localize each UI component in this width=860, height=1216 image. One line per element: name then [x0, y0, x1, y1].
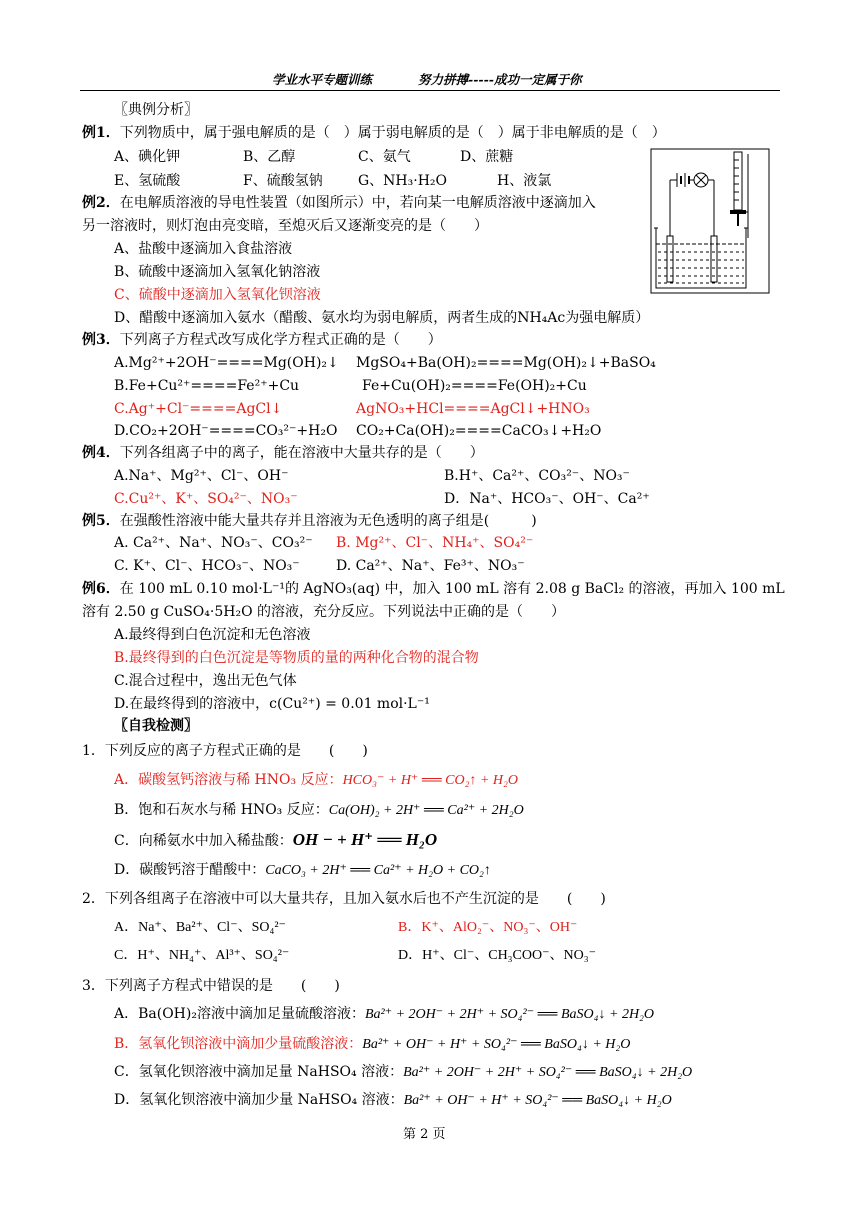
example-3-option-a-ion: A.Mg²⁺+2OH⁻====Mg(OH)₂↓ [114, 355, 339, 371]
example-3-option-d-chem: CO₂+Ca(OH)₂====CaCO₃↓+H₂O [356, 423, 602, 439]
example-4-option-b: B.H⁺、Ca²⁺、CO₃²⁻、NO₃⁻ [444, 468, 630, 484]
example-2-question-line1 [82, 193, 596, 213]
example-4-question [82, 443, 484, 463]
question-3-option-b-equation: Ba²⁺ + OH⁻ + H⁺ + SO₄²⁻ ══ BaSO₄↓ + H₂O [362, 1037, 631, 1052]
example-6-option-b: B.最终得到的白色沉淀是等物质的量的两种化合物的混合物 [114, 650, 479, 666]
question-1-option-b [114, 800, 524, 821]
example-1-label: 例1． [82, 125, 120, 141]
example-1-option-d: D、蔗糖 [460, 149, 514, 165]
header-rule [80, 90, 780, 91]
question-3-option-d-equation: Ba²⁺ + OH⁻ + H⁺ + SO₄²⁻ ══ BaSO₄↓ + H₂O [403, 1093, 672, 1108]
example-3-label: 例3． [82, 332, 120, 348]
example-1-text: 下列物质中，属于强电解质的是（ ）属于弱电解质的是（ ）属于非电解质的是（ ） [119, 125, 666, 141]
question-1-option-a-text: A．碳酸氢钙溶液与稀 HNO₃ 反应： [114, 772, 343, 788]
example-1-option-a: A、碘化钾 [114, 149, 181, 165]
question-1-option-b-text: B．饱和石灰水与稀 HNO₃ 反应： [114, 802, 329, 818]
example-5-text: 在强酸性溶液中能大量共存并且溶液为无色透明的离子组是( ) [119, 513, 537, 529]
example-1-question [82, 123, 666, 143]
example-2-question-line2: 另一溶液时，则灯泡由亮变暗，至熄灭后又逐渐变亮的是（ ） [82, 218, 488, 234]
question-3-option-b-text: B．氢氧化钡溶液中滴加少量硫酸溶液： [114, 1036, 363, 1052]
example-6-option-a: A.最终得到白色沉淀和无色溶液 [114, 627, 311, 643]
question-1-option-d-text: D．碳酸钙溶于醋酸中： [114, 862, 266, 878]
question-1-option-a [114, 770, 518, 791]
question-3-option-a-text: A．Ba(OH)₂溶液中滴加足量硫酸溶液： [114, 1006, 365, 1022]
example-5-option-c: C. K⁺、Cl⁻、HCO₃⁻、NO₃⁻ [114, 558, 300, 574]
section-title-examples: 〖典例分析〗 [114, 102, 198, 118]
example-3-option-b-ion: B.Fe+Cu²⁺====Fe²⁺+Cu [114, 378, 300, 394]
question-2-option-c: C．H⁺、NH₄⁺、Al³⁺、SO₄²⁻ [114, 948, 290, 963]
example-2-text-1: 在电解质溶液的导电性装置（如图所示）中，若向某一电解质溶液中逐滴加入 [119, 195, 596, 211]
example-1-option-c: C、氨气 [358, 149, 411, 165]
example-4-option-d: D．Na⁺、HCO₃⁻、OH⁻、Ca²⁺ [444, 491, 650, 507]
question-2-option-a: A．Na⁺、Ba²⁺、Cl⁻、SO₄²⁻ [114, 920, 286, 935]
example-3-option-d-ion: D.CO₂+2OH⁻====CO₃²⁻+H₂O [114, 423, 338, 439]
header-right: 努力拼搏-----成功一定属于你 [418, 72, 582, 87]
example-3-option-c-ion: C.Ag⁺+Cl⁻====AgCl↓ [114, 401, 283, 417]
question-3-option-c [114, 1062, 692, 1083]
example-5-question [82, 511, 537, 531]
question-1-option-c-equation: OH − + H⁺ ══ H₂O [292, 830, 438, 849]
example-3-question [82, 330, 442, 350]
question-1-option-d [114, 860, 491, 881]
question-2-text: 2．下列各组离子在溶液中可以大量共存，且加入氨水后也不产生沉淀的是 ( ) [82, 891, 606, 907]
question-3-option-a-equation: Ba²⁺ + 2OH⁻ + 2H⁺ + SO₄²⁻ ══ BaSO₄↓ + 2H₂O [364, 1007, 655, 1022]
question-3-option-d [114, 1090, 672, 1111]
header-left: 学业水平专题训练 [272, 72, 373, 87]
example-1-option-e: E、氢硫酸 [114, 173, 181, 189]
example-4-option-c: C.Cu²⁺、K⁺、SO₄²⁻、NO₃⁻ [114, 491, 298, 507]
example-1-option-f: F、硫酸氢钠 [243, 173, 323, 189]
question-3-option-d-text: D．氢氧化钡溶液中滴加少量 NaHSO₄ 溶液： [114, 1092, 404, 1108]
example-6-label: 例6． [82, 581, 120, 597]
page-number: 第 2 页 [403, 1127, 446, 1142]
example-4-text: 下列各组离子中的离子，能在溶液中大量共存的是（ ） [119, 445, 484, 461]
question-1-option-c-text: C．向稀氨水中加入稀盐酸： [114, 833, 293, 849]
question-1-option-d-equation: CaCO₃ + 2H⁺ ══ Ca²⁺ + H₂O + CO₂↑ [265, 863, 491, 878]
section-title-self-test: 〖自我检测〗 [114, 718, 198, 734]
example-1-option-h: H、液氯 [497, 173, 552, 189]
question-1-option-a-equation: HCO₃⁻ + H⁺ ══ CO₂↑ + H₂O [342, 773, 519, 788]
example-2-option-a: A、盐酸中逐滴加入食盐溶液 [114, 241, 293, 257]
question-3-option-c-equation: Ba²⁺ + 2OH⁻ + 2H⁺ + SO₄²⁻ ══ BaSO₄↓ + 2H₂O [403, 1065, 693, 1080]
question-1-text: 1．下列反应的离子方程式正确的是 ( ) [82, 743, 368, 759]
question-1-option-c [114, 830, 437, 851]
example-2-label: 例2． [82, 195, 120, 211]
example-5-option-d: D. Ca²⁺、Na⁺、Fe³⁺、NO₃⁻ [336, 558, 525, 574]
question-2-option-b: B．K⁺、AlO₂⁻、NO₃⁻、OH⁻ [398, 920, 578, 935]
example-5-label: 例5． [82, 513, 120, 529]
example-5-option-b: B. Mg²⁺、Cl⁻、NH₄⁺、SO₄²⁻ [336, 535, 534, 551]
example-4-label: 例4． [82, 445, 120, 461]
question-3-option-a [114, 1004, 654, 1025]
question-2-option-d: D．H⁺、Cl⁻、CH₃COO⁻、NO₃⁻ [398, 948, 596, 963]
question-3-option-b [114, 1034, 630, 1055]
example-1-option-g: G、NH₃·H₂O [358, 173, 448, 189]
example-6-text-1: 在 100 mL 0.10 mol·L⁻¹的 AgNO₃(aq) 中，加入 100 mL 溶有 2.08 g BaCl₂ 的溶液，再加入 100 mL [119, 581, 785, 597]
example-6-option-c: C.混合过程中，逸出无色气体 [114, 673, 297, 689]
example-4-option-a: A.Na⁺、Mg²⁺、Cl⁻、OH⁻ [114, 468, 289, 484]
question-1-option-b-equation: Ca(OH)₂ + 2H⁺ ══ Ca²⁺ + 2H₂O [328, 803, 524, 818]
example-1-option-b: B、乙醇 [243, 149, 296, 165]
example-3-option-b-chem: Fe+Cu(OH)₂====Fe(OH)₂+Cu [362, 378, 587, 394]
example-6-option-d: D.在最终得到的溶液中，c(Cu²⁺) = 0.01 mol·L⁻¹ [114, 696, 430, 712]
example-2-option-c: C、硫酸中逐滴加入氢氧化钡溶液 [114, 287, 321, 303]
example-5-option-a: A. Ca²⁺、Na⁺、NO₃⁻、CO₃²⁻ [114, 535, 313, 551]
conductivity-apparatus-figure [650, 148, 770, 294]
example-3-option-a-chem: MgSO₄+Ba(OH)₂====Mg(OH)₂↓+BaSO₄ [356, 355, 656, 371]
example-3-option-c-chem: AgNO₃+HCl====AgCl↓+HNO₃ [356, 401, 590, 417]
example-3-text: 下列离子方程式改写成化学方程式正确的是（ ） [119, 332, 442, 348]
example-2-option-b: B、硫酸中逐滴加入氢氧化钠溶液 [114, 264, 321, 280]
question-3-option-c-text: C．氢氧化钡溶液中滴加足量 NaHSO₄ 溶液： [114, 1064, 404, 1080]
example-6-question-line2: 溶有 2.50 g CuSO₄·5H₂O 的溶液，充分反应。下列说法中正确的是（ ） [82, 604, 565, 620]
question-3-text: 3．下列离子方程式中错误的是 ( ) [82, 978, 340, 994]
example-6-question-line1 [82, 579, 785, 599]
example-2-option-d: D、醋酸中逐滴加入氨水（醋酸、氨水均为弱电解质，两者生成的NH₄Ac为强电解质） [114, 310, 650, 326]
